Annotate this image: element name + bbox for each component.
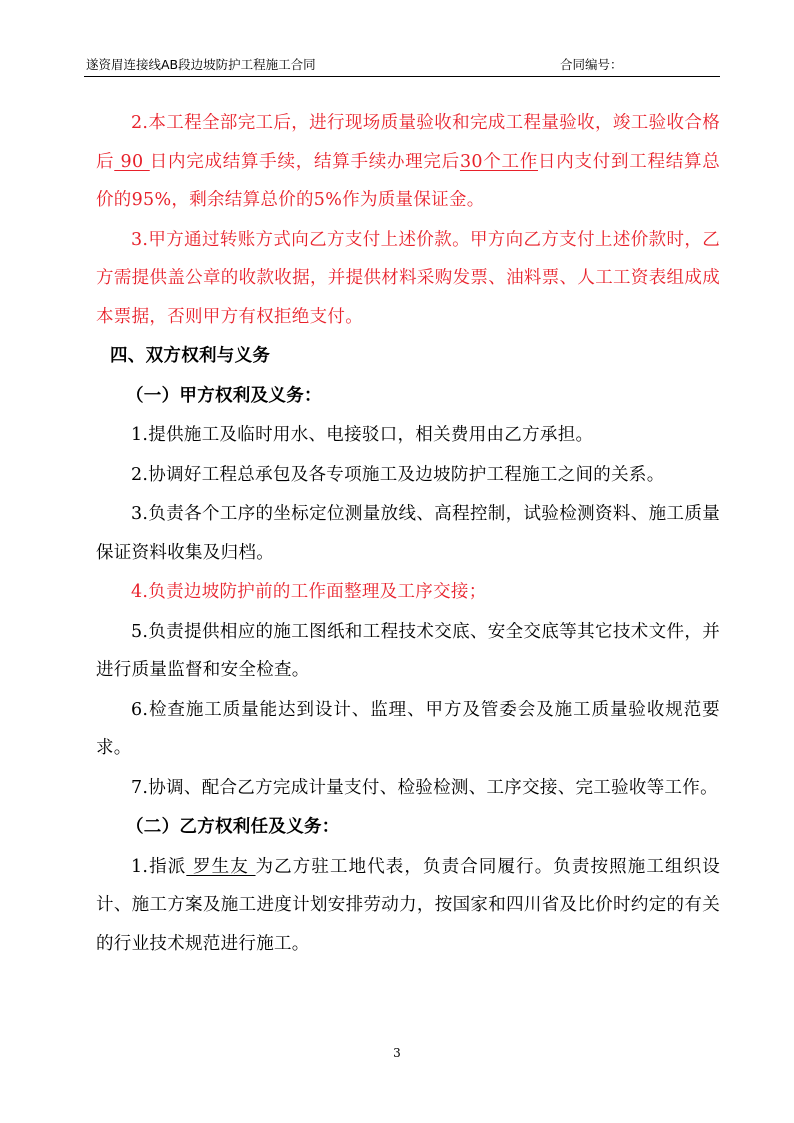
section-4-title: 四、双方权利与义务 bbox=[110, 346, 271, 366]
contract-number-label: 合同编号： bbox=[560, 57, 623, 72]
party-a-item-3: 3.负责各个工序的坐标定位测量放线、高程控制，试验检测资料、施工质量保证资料收集及归档。 bbox=[96, 504, 720, 563]
page-number: 3 bbox=[393, 1046, 401, 1060]
party-a-item-1: 1.提供施工及临时用水、电接驳口，相关费用由乙方承担。 bbox=[131, 425, 594, 445]
party-a-item-5: 5.负责提供相应的施工图纸和工程技术交底、安全交底等其它技术文件，并进行质量监督和安全检查。 bbox=[96, 621, 720, 680]
page-header bbox=[84, 54, 720, 76]
document-body bbox=[96, 104, 720, 963]
payment-item-3: 3.甲方通过转账方式向乙方支付上述价款。甲方向乙方支付上述价款时，乙方需提供盖公章的收款收据，并提供材料采购发票、油料票、人工工资表组成成本票据，否则甲方有权拒绝支付。 bbox=[96, 229, 720, 327]
settlement-days: 90 bbox=[114, 151, 150, 172]
party-a-item-4: 4.负责边坡防护前的工作面整理及工序交接； bbox=[131, 582, 487, 602]
payment-item-2: 2.本工程全部完工后，进行现场质量验收和完成工程量验收，竣工验收合格后 90 日内完成结算手续，结算手续办理完后30个工作日内支付到工程结算总价的95%，剩余结算总价的5%作为质量保证金。 bbox=[96, 113, 721, 210]
party-a-title: （一）甲方权利及义务： bbox=[126, 385, 322, 406]
header-rule bbox=[84, 76, 720, 77]
payment-workdays: 30个工作 bbox=[459, 151, 538, 172]
party-a-item-7: 7.协调、配合乙方完成计量支付、检验检测、工序交接、完工验收等工作。 bbox=[131, 777, 718, 798]
party-a-item-2: 2.协调好工程总承包及各专项施工及边坡防护工程施工之间的关系。 bbox=[131, 464, 665, 485]
representative-name: 罗生友 bbox=[186, 856, 256, 877]
party-b-item-1: 1.指派 罗生友 为乙方驻工地代表，负责合同履行。负责按照施工组织设计、施工方案及施工进度计划安排劳动力，按国家和四川省及比价时约定的有关的行业技术规范进行施工。 bbox=[96, 856, 720, 954]
party-a-item-6: 6.检查施工质量能达到设计、监理、甲方及管委会及施工质量验收规范要求。 bbox=[96, 699, 720, 758]
party-b-title: （二）乙方权利任及义务： bbox=[126, 817, 340, 837]
header-title: 遂资眉连接线AB段边坡防护工程施工合同 bbox=[86, 57, 316, 72]
